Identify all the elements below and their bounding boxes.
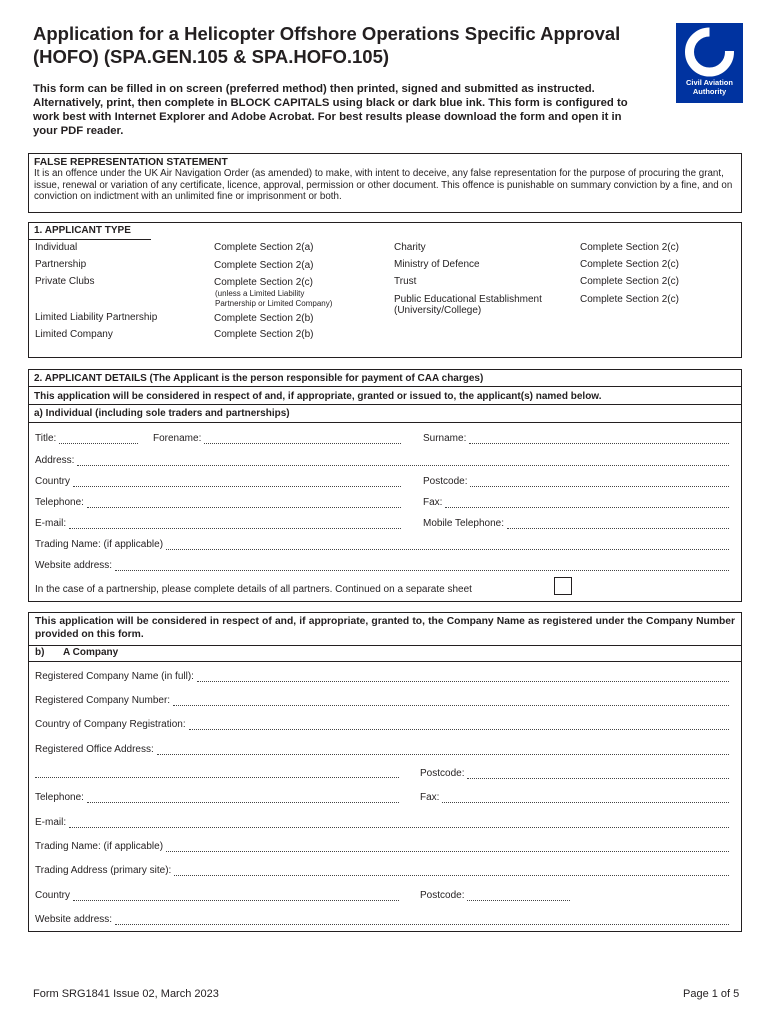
email-label: E-mail: bbox=[35, 518, 67, 529]
trading-address-label: Trading Address (primary site): bbox=[35, 865, 172, 876]
company-website-label: Website address: bbox=[35, 914, 113, 925]
reg-company-name-field[interactable] bbox=[35, 671, 729, 682]
company-postcode-field[interactable] bbox=[420, 768, 729, 779]
section-company-details bbox=[28, 612, 742, 932]
title-field[interactable] bbox=[35, 433, 138, 444]
company-trading-name-label: Trading Name: (if applicable) bbox=[35, 841, 164, 852]
false-representation-box bbox=[28, 153, 742, 213]
partnership-note: In the case of a partnership, please complete details of all partners. Continued on a separate sheet bbox=[35, 584, 472, 595]
company-website-field[interactable] bbox=[35, 914, 729, 925]
action-public-education: Complete Section 2(c) bbox=[580, 294, 679, 305]
registered-office-line2-field[interactable] bbox=[35, 768, 399, 778]
type-individual: Individual bbox=[35, 242, 78, 253]
surname-field[interactable] bbox=[423, 433, 729, 444]
caa-logo bbox=[676, 23, 743, 103]
type-llp: Limited Liability Partnership bbox=[35, 312, 158, 323]
website-label: Website address: bbox=[35, 560, 113, 571]
title-label: Title: bbox=[35, 433, 57, 444]
type-charity: Charity bbox=[394, 242, 426, 253]
company-country-field[interactable] bbox=[35, 890, 399, 901]
type-partnership: Partnership bbox=[35, 259, 87, 270]
section2-consider-text: This application will be considered in respect of and, if appropriate, granted or issued to, the applicant(s) named below. bbox=[34, 391, 602, 402]
surname-label: Surname: bbox=[423, 433, 467, 444]
type-trust: Trust bbox=[394, 276, 417, 287]
type-private-clubs: Private Clubs bbox=[35, 276, 95, 287]
type-limited-company: Limited Company bbox=[35, 329, 113, 340]
reg-company-name-label: Registered Company Name (in full): bbox=[35, 671, 194, 682]
action-trust: Complete Section 2(c) bbox=[580, 276, 679, 287]
country-field[interactable] bbox=[35, 476, 401, 487]
form-title: Application for a Helicopter Offshore Operations Specific Approval (HOFO) (SPA.GEN.105 & SPA.HOFO.105) bbox=[33, 23, 621, 67]
fax-label: Fax: bbox=[423, 497, 443, 508]
forename-label: Forename: bbox=[153, 433, 202, 444]
postcode-label: Postcode: bbox=[423, 476, 468, 487]
company-telephone-field[interactable] bbox=[35, 792, 399, 803]
registered-office-label: Registered Office Address: bbox=[35, 744, 154, 755]
fax-field[interactable] bbox=[423, 497, 729, 508]
company-fax-label: Fax: bbox=[420, 792, 440, 803]
public-education-note: (University/College) bbox=[394, 305, 482, 316]
type-mod: Ministry of Defence bbox=[394, 259, 480, 270]
trading-name-field[interactable] bbox=[35, 539, 729, 550]
address-label: Address: bbox=[35, 455, 75, 466]
action-individual: Complete Section 2(a) bbox=[214, 242, 314, 253]
address-field[interactable] bbox=[35, 455, 729, 466]
mobile-field[interactable] bbox=[423, 518, 729, 529]
logo-text-line2: Authority bbox=[692, 86, 727, 96]
form-intro: This form can be filled in on screen (preferred method) then printed, signed and submitted as instructed. Alternatively, print, then complete in BLOCK CAPITALS using black or dark blue ink. This form is configured to work best with Internet Explorer and Adobe Acrobat. For best results please download the form and open it in your PDF reader. bbox=[33, 83, 628, 137]
country-registration-label: Country of Company Registration: bbox=[35, 719, 186, 730]
company-trading-name-field[interactable] bbox=[35, 841, 729, 852]
telephone-field[interactable] bbox=[35, 497, 401, 508]
action-partnership: Complete Section 2(a) bbox=[214, 260, 314, 271]
action-mod: Complete Section 2(c) bbox=[580, 259, 679, 270]
false-rep-heading: FALSE REPRESENTATION STATEMENT bbox=[34, 157, 228, 168]
company-email-field[interactable] bbox=[35, 817, 729, 828]
country-registration-field[interactable] bbox=[35, 719, 729, 730]
logo-text-line1: Civil Aviation bbox=[686, 78, 733, 87]
reg-company-number-label: Registered Company Number: bbox=[35, 695, 171, 706]
section2-sub-b-letter: b) bbox=[35, 647, 45, 658]
section1-heading: 1. APPLICANT TYPE bbox=[34, 225, 131, 236]
trading-name-label: Trading Name: (if applicable) bbox=[35, 539, 164, 550]
telephone-label: Telephone: bbox=[35, 497, 84, 508]
section2-sub-a: a) Individual (including sole traders and partnerships) bbox=[34, 408, 290, 419]
country-label: Country bbox=[35, 476, 71, 487]
postcode-field[interactable] bbox=[423, 476, 729, 487]
company-postcode-label: Postcode: bbox=[420, 768, 465, 779]
footer-page-number: Page 1 of 5 bbox=[683, 988, 740, 1000]
company-country-label: Country bbox=[35, 890, 71, 901]
forename-field[interactable] bbox=[153, 433, 401, 444]
mobile-label: Mobile Telephone: bbox=[423, 518, 504, 529]
type-public-education: Public Educational Establishment bbox=[394, 294, 542, 305]
company-postcode2-field[interactable] bbox=[420, 890, 570, 901]
company-postcode2-label: Postcode: bbox=[420, 890, 465, 901]
footer-form-id: Form SRG1841 Issue 02, March 2023 bbox=[33, 988, 219, 1000]
private-clubs-note-2: Partnership or Limited Company) bbox=[215, 299, 333, 308]
company-telephone-label: Telephone: bbox=[35, 792, 84, 803]
action-charity: Complete Section 2(c) bbox=[580, 242, 679, 253]
action-llp: Complete Section 2(b) bbox=[214, 313, 314, 324]
continued-checkbox[interactable] bbox=[554, 577, 572, 595]
company-consider-text: This application will be considered in respect of and, if appropriate, granted to, the Company Name as registered under the Company Number provided on this form. bbox=[35, 616, 735, 640]
section2-heading: 2. APPLICANT DETAILS (The Applicant is the person responsible for payment of CAA charges) bbox=[34, 373, 484, 384]
action-private-clubs: Complete Section 2(c) bbox=[214, 277, 313, 288]
reg-company-number-field[interactable] bbox=[35, 695, 729, 706]
website-field[interactable] bbox=[35, 560, 729, 571]
false-rep-body: It is an offence under the UK Air Navigation Order (as amended) to make, with intent to deceive, any false representation for the purpose of procuring the grant, issue, renewal or variation of any certificate, licence, approval, permission or other document. This offence is punishable on summary conviction by a fine, and on conviction on indictment with an unlimited fine or imprisonment or both. bbox=[34, 168, 733, 202]
private-clubs-note-1: (unless a Limited Liability bbox=[215, 289, 305, 298]
email-field[interactable] bbox=[35, 518, 401, 529]
action-limited-company: Complete Section 2(b) bbox=[214, 329, 314, 340]
section-applicant-type bbox=[28, 222, 742, 358]
section2-sub-b: A Company bbox=[63, 647, 119, 658]
registered-office-field[interactable] bbox=[35, 744, 729, 755]
trading-address-field[interactable] bbox=[35, 865, 729, 876]
company-fax-field[interactable] bbox=[420, 792, 729, 803]
company-email-label: E-mail: bbox=[35, 817, 67, 828]
section-applicant-details bbox=[28, 369, 742, 602]
